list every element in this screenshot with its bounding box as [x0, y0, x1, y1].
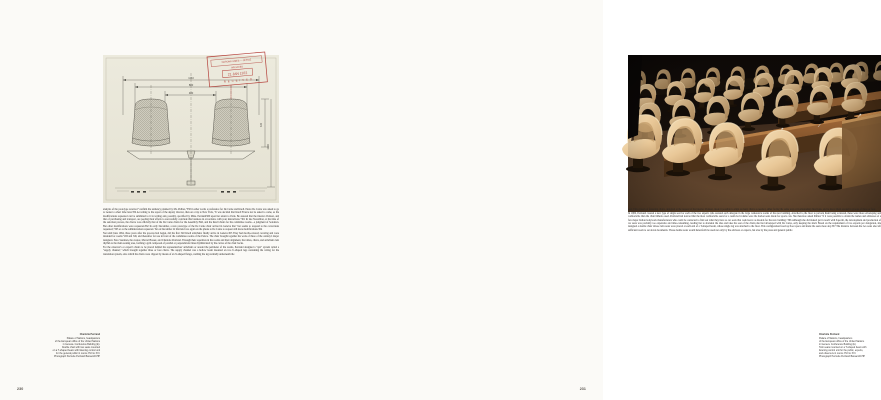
right-body-text	[628, 208, 881, 233]
svg-text:21 JAN 1972: 21 JAN 1972	[227, 70, 248, 77]
paragraph: For the observer's or expert's chairs to be placed behind the representatives' armchairs or around the perimeter of the rooms, Perriand designed a "spit" system called a "supply channel," which brought together three or four chairs. The supply channel was a hollow beam mounted on two U-shaped legs containing the wiring for the translation system, onto which the chairs were clipped by means of an X-shaped flange, welding the leg normally underneath the	[103, 245, 279, 256]
photo-canvas	[628, 55, 881, 212]
caption-credit-name: Charlotte Perriand	[819, 334, 840, 336]
svg-text:ARCHIVES: ARCHIVES	[231, 66, 244, 70]
caption-line: of the European office of the United Nations	[54, 340, 100, 343]
paragraph: seat. This system of fastening chairs, designed at the request of the interior division, made it possible to align as many chairs as needed, either facing the same way or in alternating directions, and to move them around in groups of three or four.	[628, 208, 876, 211]
caption-line: Palace of Nations, headquarters	[66, 337, 100, 340]
svg-text:480: 480	[188, 92, 194, 95]
left-body-text	[103, 208, 279, 257]
drawing-canvas	[103, 55, 279, 203]
caption-line: Twin seats mounted on a T-shaped beam with	[819, 346, 867, 349]
right-page	[301, 0, 881, 400]
caption-line: in Geneva. Conference Building (E).	[819, 343, 857, 346]
caption-line: in Geneva. Conference Building (E).	[62, 343, 100, 346]
page-number-right: 231	[579, 387, 586, 391]
left-figure-caption	[44, 334, 100, 359]
caption-line: Photograph Perriette Perriand Barsac/ACHP	[819, 356, 865, 359]
svg-text:1140: 1140	[188, 77, 194, 80]
paragraph: analysis of the prototype received "confirm the tendency planned by Ms. Pulliez,"358 in other words a preference for De Carne and Knoll. Pierre De Carne was asked to go to Geneva a short time later.359 According to the report of the deputy director, then on a trip to New York, "It was decided that Knoll France not be asked to come, as the modifications requested can be submitted to it in writing and, possibly, specified by Mme. Perriand360 upon her return to Paris. Be assured that the interior division, and that of purchasing and transport, are pooling their efforts to successfully conclude this business in accordance with your instructions."361 In late November, at the time of the selection process, the choice was officially that of the De Carne chairs for the Assembly Hall, and the Knoll chairs for the committee rooms—a judgment of Solomon. But other modifications were requested.362 In early December, a new prototype of the De Carne chair arrived in Geneva that "not seems to respond to the corrections requested,"363 or as the administration requested. Yet on December 22 Perriand was again on the phone to De Carne to request still more modifications.364	[103, 208, 279, 232]
caption-line: listening control unit for the public, experts,	[819, 350, 864, 353]
caption-line: Palace of Nations, headquarters	[819, 337, 853, 340]
caption-line: Double chair with two seats mounted	[61, 346, 100, 349]
caption-line: for the general public in rooms XVII to XXI.	[56, 353, 100, 356]
caption-line: Photograph Perriette Perriand Barsac/ACHP	[54, 356, 100, 359]
svg-text:R E C E I V E D: R E C E I V E D	[223, 77, 253, 84]
caption-line: and observers in rooms XVII to XXI.	[819, 353, 857, 356]
caption-line: on a T-shaped beam with listening control unit	[52, 350, 100, 353]
svg-text:880: 880	[188, 84, 194, 87]
left-page	[0, 0, 301, 400]
caption-line: of the European office of the United Nations	[819, 340, 865, 343]
page-number-left: 230	[17, 387, 24, 391]
seat-elevation-drawing	[103, 55, 279, 203]
svg-text:420: 420	[260, 123, 263, 127]
caption-credit-name: Charlotte Perriand	[79, 334, 100, 336]
svg-text:NATIONS UNIES — OFFICE: NATIONS UNIES — OFFICE	[221, 59, 252, 64]
un-conference-room-chairs-photo	[628, 55, 881, 212]
paragraph: Not until June 1964, three years after the process had begun, did the first 340 Knoll armchairs finally arrive in Geneva.365 They had mocha-colored covering and were intended for rooms VIII and XII, and thereafter for use in front of the committee rooms of the Palace. The chair brought together the work of three of the century's major designers: Eero Saarinen, the creator, Marcel Breuer, and Charlotte Perriand. Through their repetition in the rooms and their alignment, the tables, chairs, and armchairs lent rhythm to the main seating area, forming a grid composed of parallel or perpendicular lines rhythmicized by the curves of the chair backs.	[103, 232, 279, 246]
svg-text:1000: 1000	[267, 144, 270, 150]
paragraph: In 1969, Perriand created a new type of single seat for each of the two experts who assisted each delegate in the large conference rooms of the new building. Attached to the floor to prevent them being scattered, these were more enveloping and comfortable than the chair hitherto used. Perriand had noticed that the most comfortable seats for a restricted volume were the bucket seats made for sports cars. She therefore asked Pulliez "if it were possible to obtain the names and addresses of a few major Italian bodywork manufacturers who could be contacted to find out what they have as car seats that could serve as models for the new building."366 Although she did indeed get in touch with Saporiti, the development and production of car seats was probably too expensive and time-consuming, leading her to abandon the idea and take the seat of the chairs she had developed with De Carne, only keeping the shell. Based on the requirement of two experts per delegation, she designed a double chair whose twin seats were placed at each end of a T-shaped beam, whose single leg was attached to the floor. This configuration freed up floor space and made the seats more airy.367 The distance between the two seats also left sufficient room to set down documents. These double seats would henceforth be used not only by the advisors or experts, but also by the press and general public.	[628, 211, 881, 232]
right-figure-caption	[819, 334, 875, 359]
